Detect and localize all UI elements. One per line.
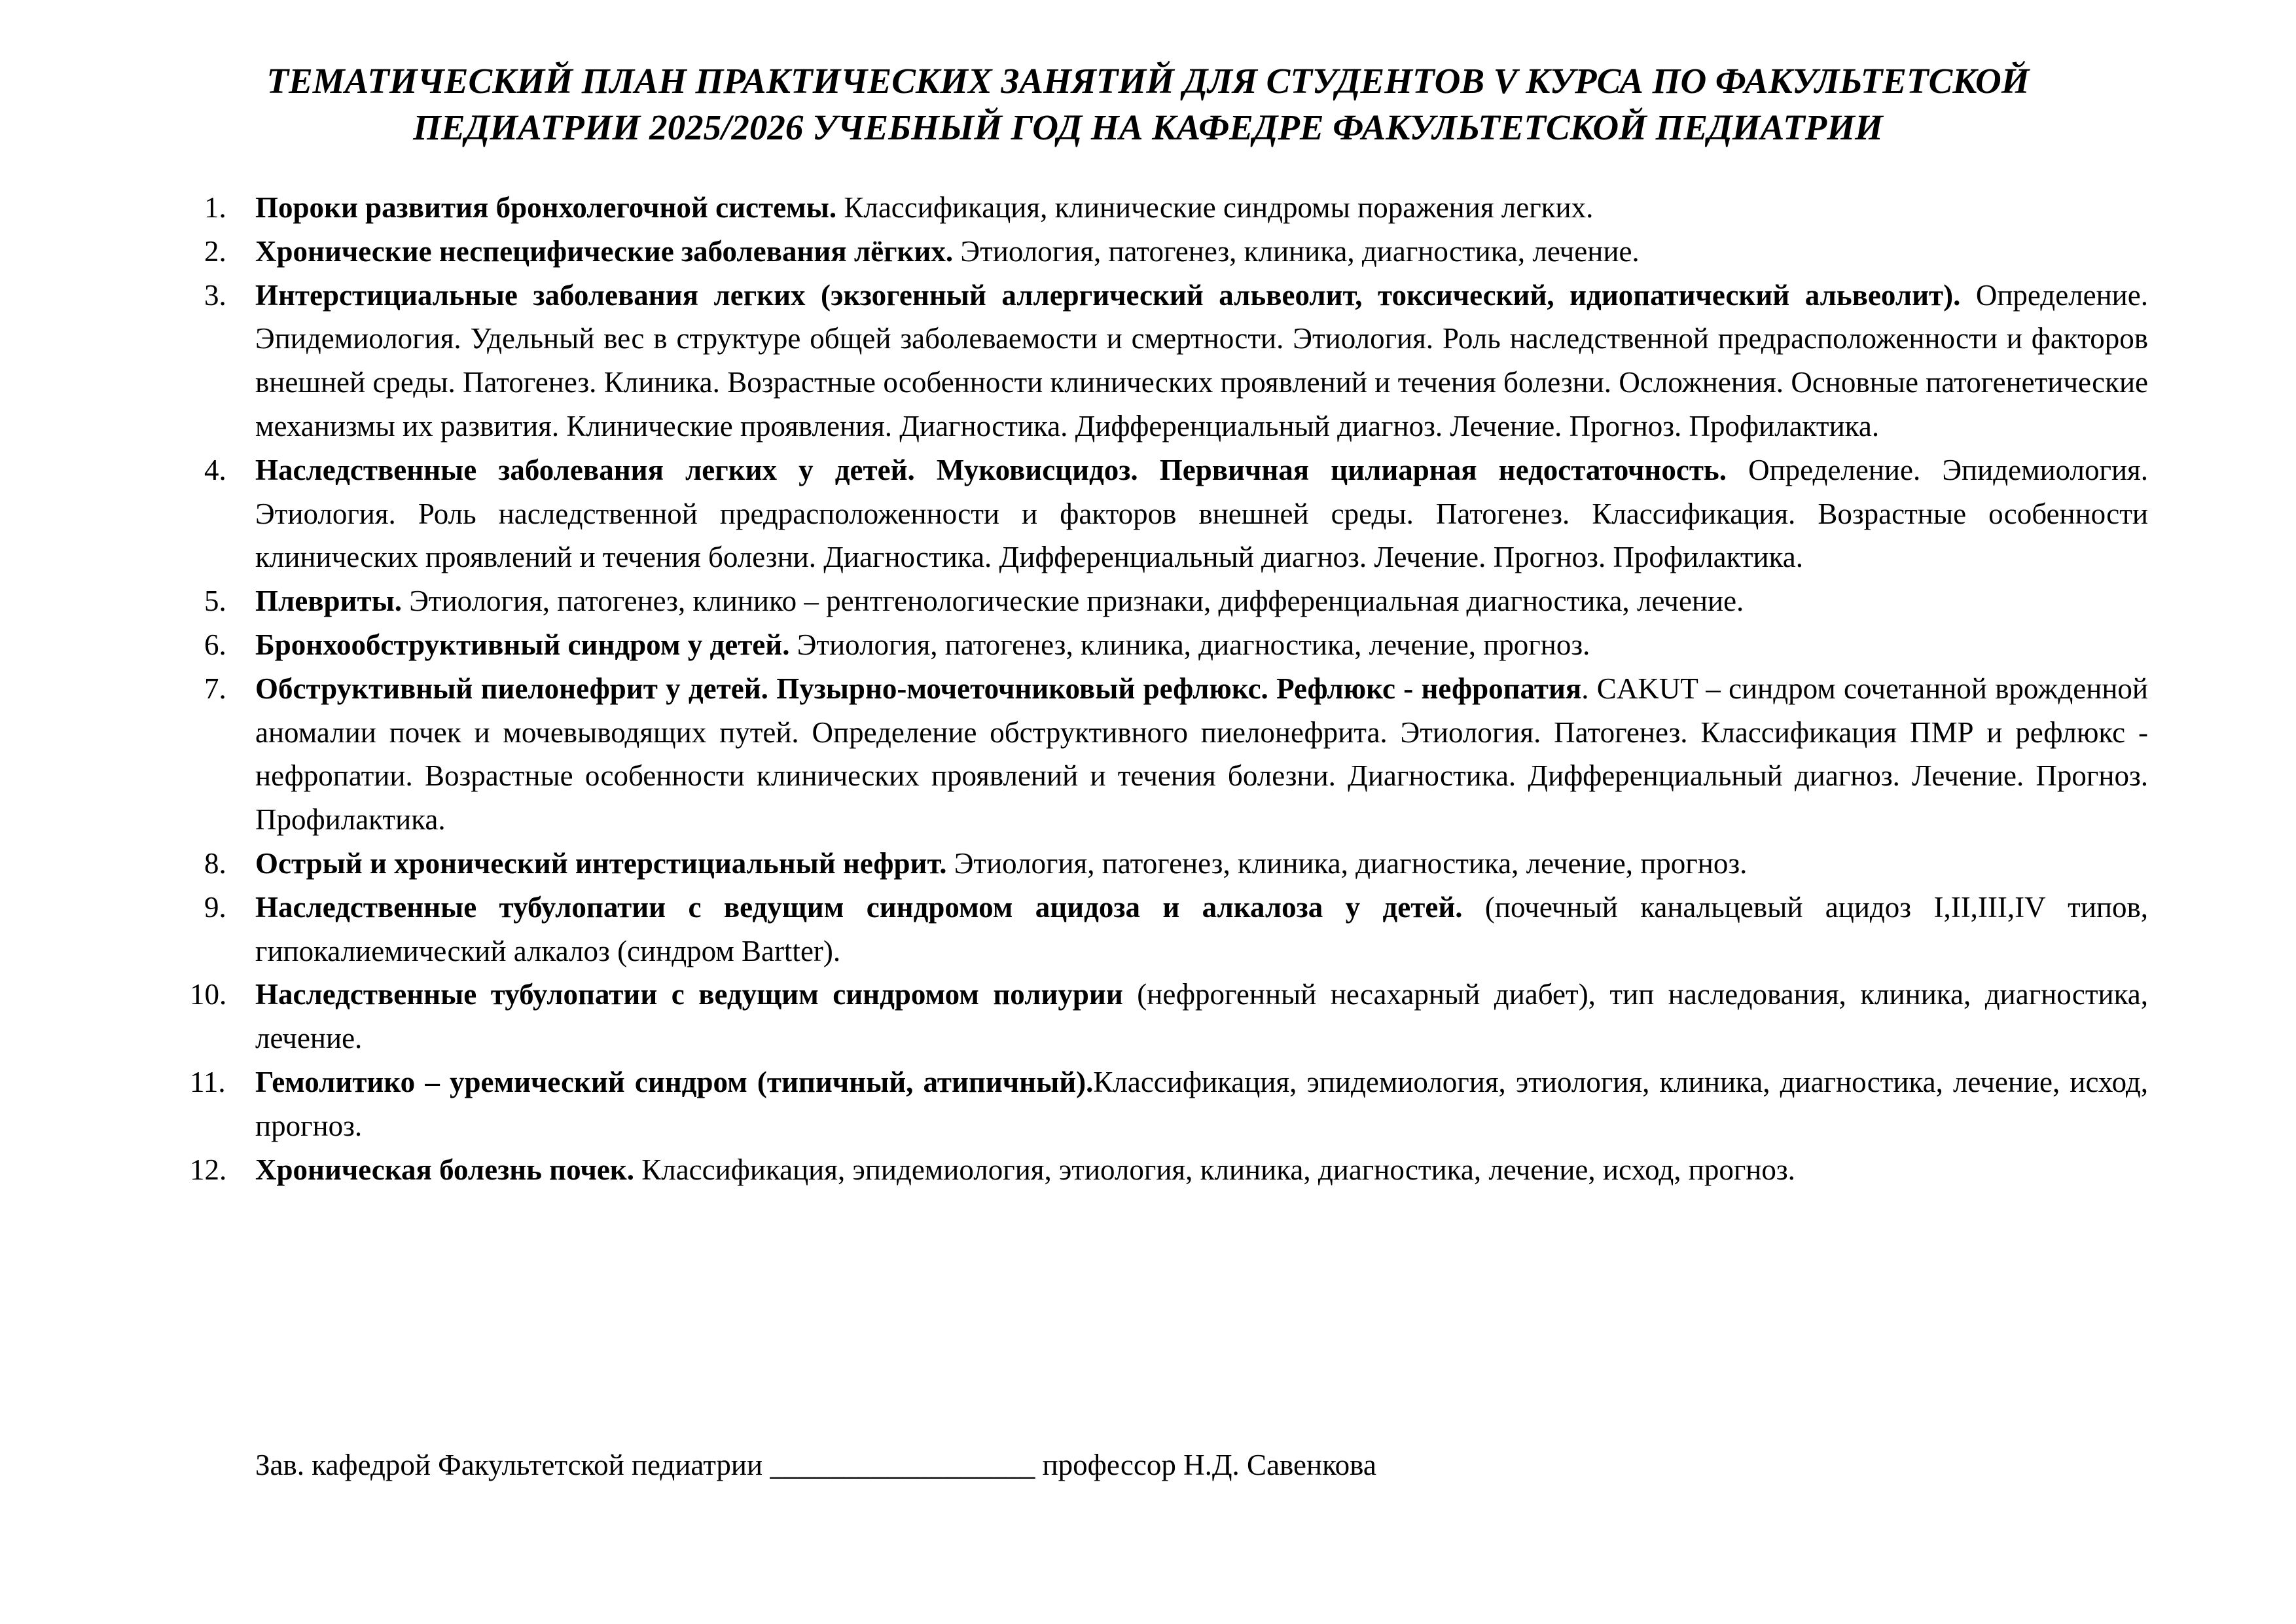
list-item [196, 667, 2148, 842]
item-heading: Хроническая болезнь почек. [255, 1153, 634, 1186]
item-heading: Обструктивный пиелонефрит у детей. Пузырно-мочеточниковый рефлюкс. Рефлюкс - нефропатия [255, 672, 1582, 705]
item-heading: Интерстициальные заболевания легких (экзогенный аллергический альвеолит, токсический, идиопатический альвеолит). [255, 278, 1961, 312]
list-item [190, 1060, 2149, 1148]
item-text: Определение. Эпидемиология. Этиология. Роль наследственной предрасположенности и факторов внешней среды. Патогенез. Классификация. Возрастные особенности клинических проявлений и течения болезни. Диагностика. Дифференциальный диагноз. Лечение. Прогноз. Профилактика. [255, 453, 2149, 574]
list-item [196, 886, 2148, 973]
item-number: 9. [204, 890, 226, 924]
list-item [196, 842, 2148, 886]
item-heading: Плевриты. [255, 585, 402, 618]
list-item [196, 186, 2148, 230]
item-heading: Наследственные тубулопатии с ведущим синдромом ацидоза и алкалоза у детей. [255, 890, 1463, 924]
item-text: Этиология, патогенез, клиника, диагностика, лечение. [953, 234, 1640, 268]
item-text: Определение. Эпидемиология. Удельный вес в структуре общей заболеваемости и смертности. Этиология. Роль наследственной предрасположенности и факторов внешней среды. Патогенез. Клиника. Возрастные особенности клинических проявлений и течения болезни. Осложнения. Основные патогенетические механизмы их развития. Клинические проявления. Диагностика. Дифференциальный диагноз. Лечение. Прогноз. Профилактика. [255, 278, 2148, 442]
item-number: 4. [204, 453, 226, 486]
item-text: Классификация, эпидемиология, этиология, клиника, диагностика, лечение, исход, прогноз. [255, 1065, 2149, 1142]
list-item [190, 1148, 2148, 1192]
item-heading: Хронические неспецифические заболевания лёгких. [255, 234, 954, 268]
list-item [196, 274, 2148, 448]
item-number: 8. [204, 846, 226, 880]
item-text: Классификация, клинические синдромы поражения легких. [836, 191, 1594, 224]
title-line-1: ТЕМАТИЧЕСКИЙ ПЛАН ПРАКТИЧЕСКИХ ЗАНЯТИЙ ДЛЯ СТУДЕНТОВ V КУРСА ПО ФАКУЛЬТЕТСКОЙ [266, 61, 2030, 101]
item-number: 2. [204, 234, 226, 268]
item-text: Этиология, патогенез, клиника, диагностика, лечение, прогноз. [946, 846, 1748, 880]
item-number: 11. [190, 1065, 226, 1098]
item-text: (почечный канальцевый ацидоз I,II,III,IV типов, гипокалиемический алкалоз (синдром Bartter). [255, 890, 2149, 967]
list-item [196, 448, 2148, 579]
signature-line: Зав. кафедрой Факультетской педиатрии __________________ профессор Н.Д. Савенкова [255, 1449, 1376, 1481]
item-text: Этиология, патогенез, клиника, диагностика, лечение, прогноз. [789, 628, 1590, 661]
item-heading: Гемолитико – уремический синдром (типичный, атипичный). [255, 1065, 1094, 1098]
topics-list [190, 186, 2149, 1191]
item-number: 12. [190, 1153, 227, 1186]
item-number: 5. [204, 585, 226, 618]
item-number: 3. [204, 278, 226, 312]
item-heading: Наследственные тубулопатии с ведущим синдромом полиурии [255, 978, 1123, 1011]
page-title [164, 58, 2132, 151]
item-heading: Бронхообструктивный синдром у детей. [255, 628, 790, 661]
item-number: 7. [204, 672, 226, 705]
list-item [196, 579, 2148, 623]
title-line-2: ПЕДИАТРИИ 2025/2026 УЧЕБНЫЙ ГОД НА КАФЕДРЕ ФАКУЛЬТЕТСКОЙ ПЕДИАТРИИ [413, 107, 1883, 147]
item-number: 6. [204, 628, 226, 661]
item-number: 10. [190, 978, 227, 1011]
item-heading: Острый и хронический интерстициальный нефрит. [255, 846, 947, 880]
list-item [190, 973, 2148, 1060]
item-text: Классификация, эпидемиология, этиология, клиника, диагностика, лечение, исход, прогноз. [634, 1153, 1795, 1186]
list-item [196, 623, 2148, 667]
item-text: Этиология, патогенез, клинико – рентгенологические признаки, дифференциальная диагностика, лечение. [401, 585, 1744, 618]
list-item [196, 230, 2148, 274]
item-heading: Пороки развития бронхолегочной системы. [255, 191, 837, 224]
item-text: (нефрогенный несахарный диабет), тип наследования, клиника, диагностика, лечение. [255, 978, 2148, 1055]
item-heading: Наследственные заболевания легких у детей. Муковисцидоз. Первичная цилиарная недостаточность. [255, 453, 1727, 486]
item-number: 1. [204, 191, 226, 224]
item-text: . CAKUT – синдром сочетанной врожденной аномалии почек и мочевыводящих путей. Определение обструктивного пиелонефрита. Этиология. Патогенез. Классификация ПМР и рефлюкс - нефропатии. Возрастные особенности клинических проявлений и течения болезни. Диагностика. Дифференциальный диагноз. Лечение. Прогноз. Профилактика. [255, 672, 2149, 837]
